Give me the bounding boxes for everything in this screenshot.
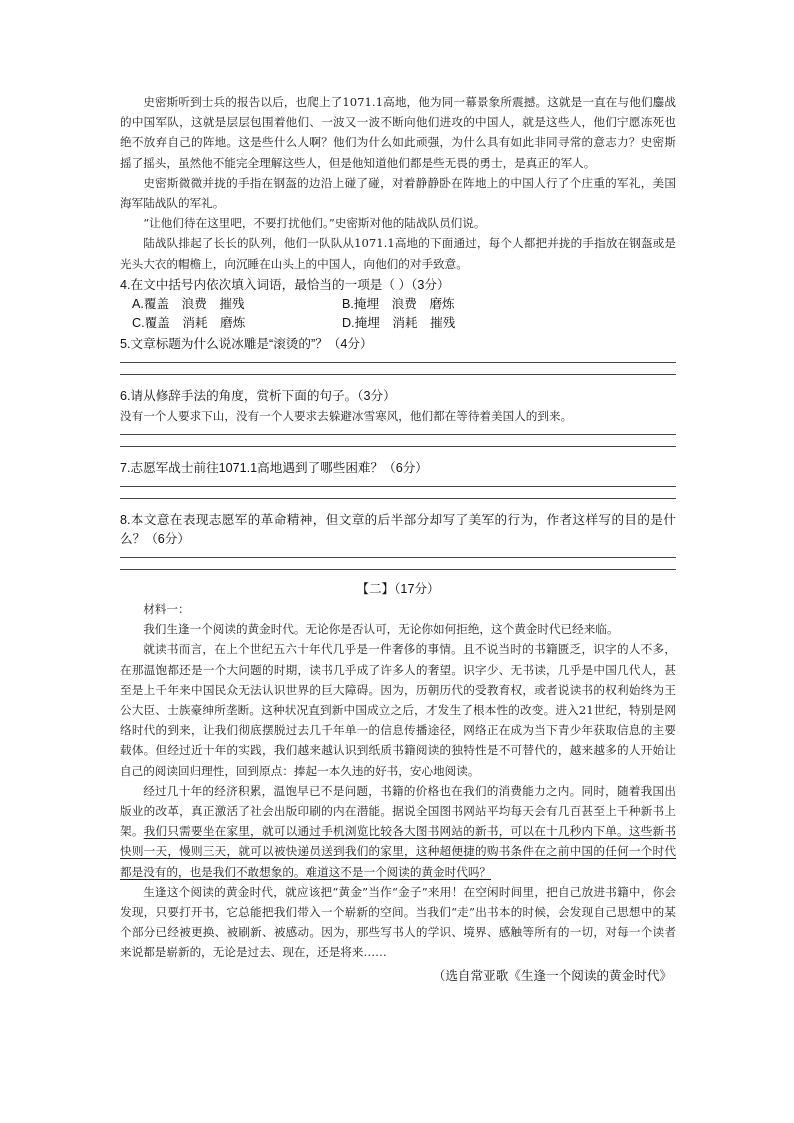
answer-line[interactable] bbox=[120, 434, 676, 435]
answer-line[interactable] bbox=[120, 557, 676, 558]
question-stem: 4.在文中括号内依次填入词语，最恰当的一项是（ ）（3分） bbox=[120, 277, 450, 292]
answer-line[interactable] bbox=[120, 486, 676, 487]
source-citation: （选自常亚歌《生逢一个阅读的黄金时代》 bbox=[432, 968, 672, 983]
question-5 bbox=[120, 335, 676, 375]
option-c[interactable]: C.覆盖 消耗 磨炼 bbox=[132, 315, 246, 330]
section-two bbox=[120, 580, 676, 986]
choice-options bbox=[120, 295, 676, 333]
answer-line[interactable] bbox=[120, 569, 676, 570]
passage-paragraph: 陆战队排起了长长的队列，他们一队队从1071.1高地的下面通过，每个人都把并拢的手指放在钢盔或是光头大衣的帽檐上，向沉睡在山头上的中国人，向他们的对手致意。 bbox=[120, 236, 676, 271]
material-paragraph: 就读书而言，在上个世纪五六十年代几乎是一件奢侈的事情。且不说当时的书籍匮乏，识字的人不多，在那温饱都还是一个大问题的时期，读书几乎成了许多人的奢望。识字少、无书读，几乎是中国几代人，甚至是上千年来中国民众无法认识世界的巨大障碍。因为，历朝历代的受教育权，或者说读书的权利始终为王公大臣、士族豪绅所垄断。这种状况直到新中国成立之后，才发生了根本性的改变。进入21世纪，特别是网络时代的到来，让我们彻底摆脱过去几千年单一的信息传播途径，网络正在成为当下青少年获取信息的主要载体。但经过近十年的实践，我们越来越认识到纸质书籍阅读的独特性是不可替代的，越来越多的人开始让自己的阅读回归理性，回到原点：捧起一本久违的好书，安心地阅读。 bbox=[120, 642, 676, 778]
passage-paragraph: 史密斯微微并拢的手指在钢盔的边沿上碰了碰，对着静静卧在阵地上的中国人行了个庄重的军礼，美国海军陆战队的军礼。 bbox=[120, 175, 676, 211]
option-b[interactable]: B.掩埋 浪费 磨炼 bbox=[342, 296, 455, 311]
question-stem: 6.请从修辞手法的角度，赏析下面的句子。（3分） bbox=[120, 388, 396, 403]
material-text: 经过几十年的经济积累，温饱早已不是问题，书籍的价格也在我们的消费能力之内。同时，随着我国出版业的改革，真正激活了社会出版印刷的内在潜能。据说全国图书网站平均每天会有几百甚至上千种新书上架。 bbox=[120, 783, 676, 839]
material-paragraph: 我们生逢一个阅读的黄金时代。无论你是否认可，无论你如何拒绝，这个黄金时代已经来临。 bbox=[143, 622, 619, 637]
material-label: 材料一： bbox=[143, 602, 190, 617]
option-a[interactable]: A.覆盖 浪费 摧残 bbox=[132, 296, 245, 311]
section-title: 【二】（17分） bbox=[356, 582, 440, 597]
passage-paragraph: 史密斯听到士兵的报告以后，也爬上了1071.1高地，他为同一幕景象所震撼。这就是一直在与他们鏖战的中国军队，这就是层层包围着他们、一波又一波不断向他们进攻的中国人，就是这些人，他们宁愿冻死也绝不放弃自己的阵地。这是些什么人啊？他们为什么如此顽强，为什么具有如此非同寻常的意志力？史密斯摇了摇头，虽然他不能完全理解这些人，但是他知道他们都是些无畏的勇士，是真正的军人。 bbox=[120, 95, 676, 170]
answer-line[interactable] bbox=[120, 362, 676, 363]
question-stem: 7.志愿军战士前往1071.1高地遇到了哪些困难？（6分） bbox=[120, 461, 428, 476]
option-d[interactable]: D.掩埋 消耗 摧残 bbox=[342, 315, 456, 330]
passage-one-ending bbox=[120, 92, 676, 274]
material-paragraph: 生逢这个阅读的黄金时代，就应该把“黄金”当作“金子”来用！在空闲时间里，把自己放进书籍中，你会发现，只要打开书，它总能把我们带入一个崭新的空间。当我们“走”出书本的时候，会发现自己思想中的某个部分已经被更换、被刷新、被感动。因为，那些写书人的学识、境界、感触等所有的一切，对每一个读者来说都是崭新的，无论是过去、现在，还是将来…… bbox=[120, 884, 676, 960]
question-stem: 8.本文意在表现志愿军的革命精神，但文章的后半部分却写了美军的行为，作者这样写的目的是什么？（6分） bbox=[120, 513, 676, 547]
quoted-sentence: 没有一个人要求下山，没有一个人要求去躲避冰雪寒风，他们都在等待着美国人的到来。 bbox=[120, 408, 573, 423]
question-4 bbox=[120, 276, 676, 333]
question-8 bbox=[120, 511, 676, 570]
question-stem: 5.文章标题为什么说冰雕是“滚烫的”？（4分） bbox=[120, 336, 373, 351]
passage-paragraph: “让他们待在这里吧，不要打扰他们。”史密斯对他的陆战队员们说。 bbox=[143, 216, 486, 231]
material-paragraph bbox=[120, 781, 676, 882]
question-6 bbox=[120, 387, 676, 447]
underlined-text: 我们只需要坐在家里，就可以通过手机浏览比较各大图书网站的新书，可以在十几秒内下单。这些新书快则一天，慢则三天，就可以被快递员送到我们的家里，这种超便捷的购书条件在之前中国的任何一个时代都是没有的，也是我们不敢想象的。难道这不是一个阅读的黄金时代吗？ bbox=[120, 824, 676, 879]
question-7 bbox=[120, 459, 676, 499]
page-content bbox=[120, 92, 676, 986]
